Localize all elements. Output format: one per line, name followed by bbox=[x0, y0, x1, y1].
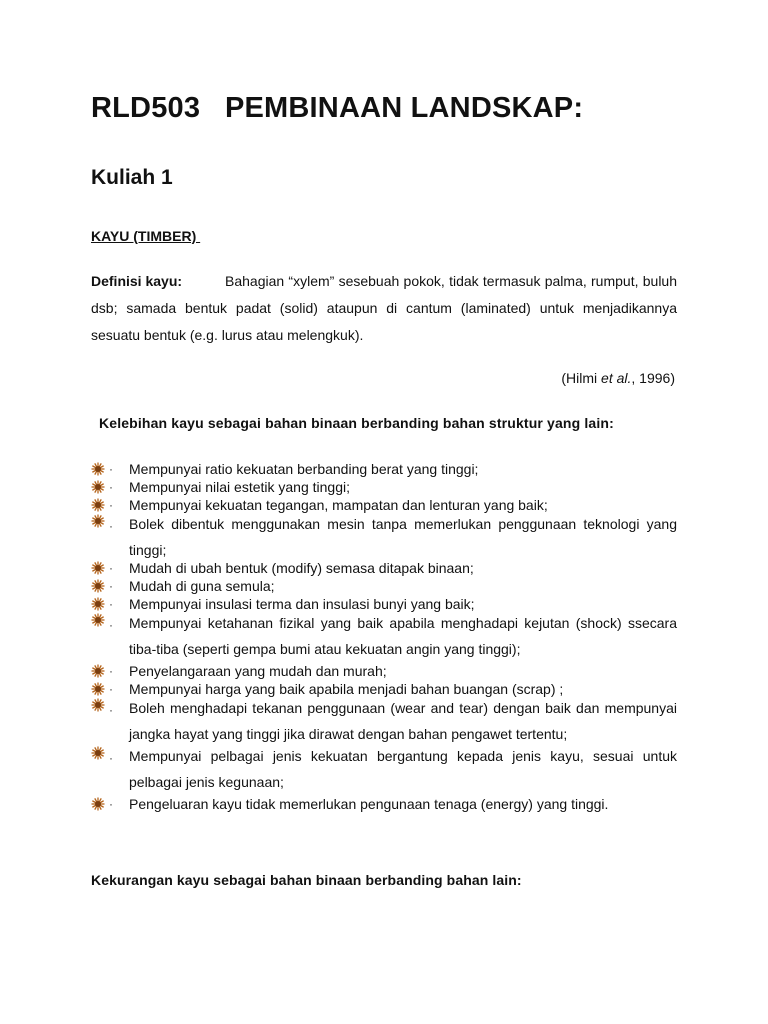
sunburst-bullet-icon bbox=[91, 560, 111, 577]
citation-et-al: et al. bbox=[601, 370, 632, 386]
sunburst-bullet-icon bbox=[91, 461, 111, 478]
advantage-item bbox=[91, 663, 677, 680]
bullet-dot: · bbox=[109, 751, 113, 765]
advantage-text: Mempunyai kekuatan tegangan, mampatan dan lenturan yang baik; bbox=[129, 497, 548, 513]
citation bbox=[561, 370, 675, 386]
sunburst-bullet-icon bbox=[91, 578, 111, 595]
advantage-item bbox=[91, 479, 677, 496]
sunburst-bullet-icon bbox=[91, 697, 113, 717]
advantage-item bbox=[91, 610, 677, 662]
advantage-text: Boleh menghadapi tekanan penggunaan (wear and tear) dengan baik dan mempunyai jangka hayat yang tinggi jika dirawat dengan bahan pengawet tertentu; bbox=[129, 700, 677, 742]
advantages-heading: Kelebihan kayu sebagai bahan binaan berbanding bahan struktur yang lain: bbox=[99, 415, 614, 431]
bullet-dot: · bbox=[109, 498, 113, 512]
advantage-item bbox=[91, 695, 677, 747]
bullet-dot: · bbox=[109, 579, 113, 593]
advantages-list bbox=[91, 461, 677, 813]
lecture-subtitle: Kuliah 1 bbox=[91, 166, 173, 189]
advantage-item bbox=[91, 578, 677, 595]
sunburst-bullet-icon bbox=[91, 745, 113, 765]
advantage-text: Mempunyai nilai estetik yang tinggi; bbox=[129, 479, 351, 495]
sunburst-bullet-icon bbox=[91, 796, 111, 813]
sunburst-bullet-icon bbox=[91, 513, 113, 533]
advantage-item bbox=[91, 511, 677, 563]
bullet-dot: · bbox=[109, 519, 113, 533]
advantage-text: Pengeluaran kayu tidak memerlukan pengunaan tenaga (energy) yang tinggi. bbox=[129, 796, 609, 812]
definition-paragraph bbox=[91, 268, 677, 349]
bullet-dot: · bbox=[109, 561, 113, 575]
bullet-dot: · bbox=[109, 618, 113, 632]
advantage-text: Mudah di guna semula; bbox=[129, 578, 275, 594]
bullet-dot: · bbox=[109, 480, 113, 494]
advantage-text: Mempunyai harga yang baik apabila menjadi bahan buangan (scrap) ; bbox=[129, 681, 564, 697]
advantage-item bbox=[91, 560, 677, 577]
definition-text: Bahagian “xylem” sesebuah pokok, tidak termasuk palma, rumput, buluh dsb; samada bentuk padat (solid) ataupun di cantum (laminated) untuk menjadikannya sesuatu bentuk (e.g. lurus atau melengkuk). bbox=[91, 273, 677, 343]
bullet-dot: · bbox=[109, 703, 113, 717]
bullet-dot: · bbox=[109, 597, 113, 611]
advantage-text: Mudah di ubah bentuk (modify) semasa ditapak binaan; bbox=[129, 560, 474, 576]
sunburst-bullet-icon bbox=[91, 479, 111, 496]
bullet-dot: · bbox=[109, 664, 113, 678]
disadvantages-heading: Kekurangan kayu sebagai bahan binaan berbanding bahan lain: bbox=[91, 872, 522, 888]
advantage-text: Mempunyai ratio kekuatan berbanding berat yang tinggi; bbox=[129, 461, 479, 477]
advantage-item bbox=[91, 461, 677, 478]
citation-author: (Hilmi bbox=[561, 370, 602, 386]
sunburst-bullet-icon bbox=[91, 612, 113, 632]
definition-label: Definisi kayu: bbox=[91, 273, 183, 289]
advantage-text: Mempunyai insulasi terma dan insulasi bunyi yang baik; bbox=[129, 596, 475, 612]
advantage-text: Mempunyai pelbagai jenis kekuatan bergantung kepada jenis kayu, sesuai untuk pelbagai jenis kegunaan; bbox=[129, 748, 677, 790]
section-heading: KAYU (TIMBER) bbox=[91, 228, 201, 244]
bullet-dot: · bbox=[109, 462, 113, 476]
document-title: RLD503 PEMBINAAN LANDSKAP: bbox=[91, 92, 584, 124]
advantage-text: Penyelangaraan yang mudah dan murah; bbox=[129, 663, 387, 679]
advantage-text: Bolek dibentuk menggunakan mesin tanpa memerlukan penggunaan teknologi yang tinggi; bbox=[129, 516, 677, 558]
advantage-item bbox=[91, 743, 677, 795]
advantage-item bbox=[91, 796, 677, 813]
bullet-dot: · bbox=[109, 682, 113, 696]
advantage-text: Mempunyai ketahanan fizikal yang baik apabila menghadapi kejutan (shock) ssecara tiba-tiba (seperti gempa bumi atau kekuatan angin yang tinggi); bbox=[129, 615, 677, 657]
sunburst-bullet-icon bbox=[91, 663, 111, 680]
citation-year: , 1996) bbox=[631, 370, 675, 386]
bullet-dot: · bbox=[109, 797, 113, 811]
